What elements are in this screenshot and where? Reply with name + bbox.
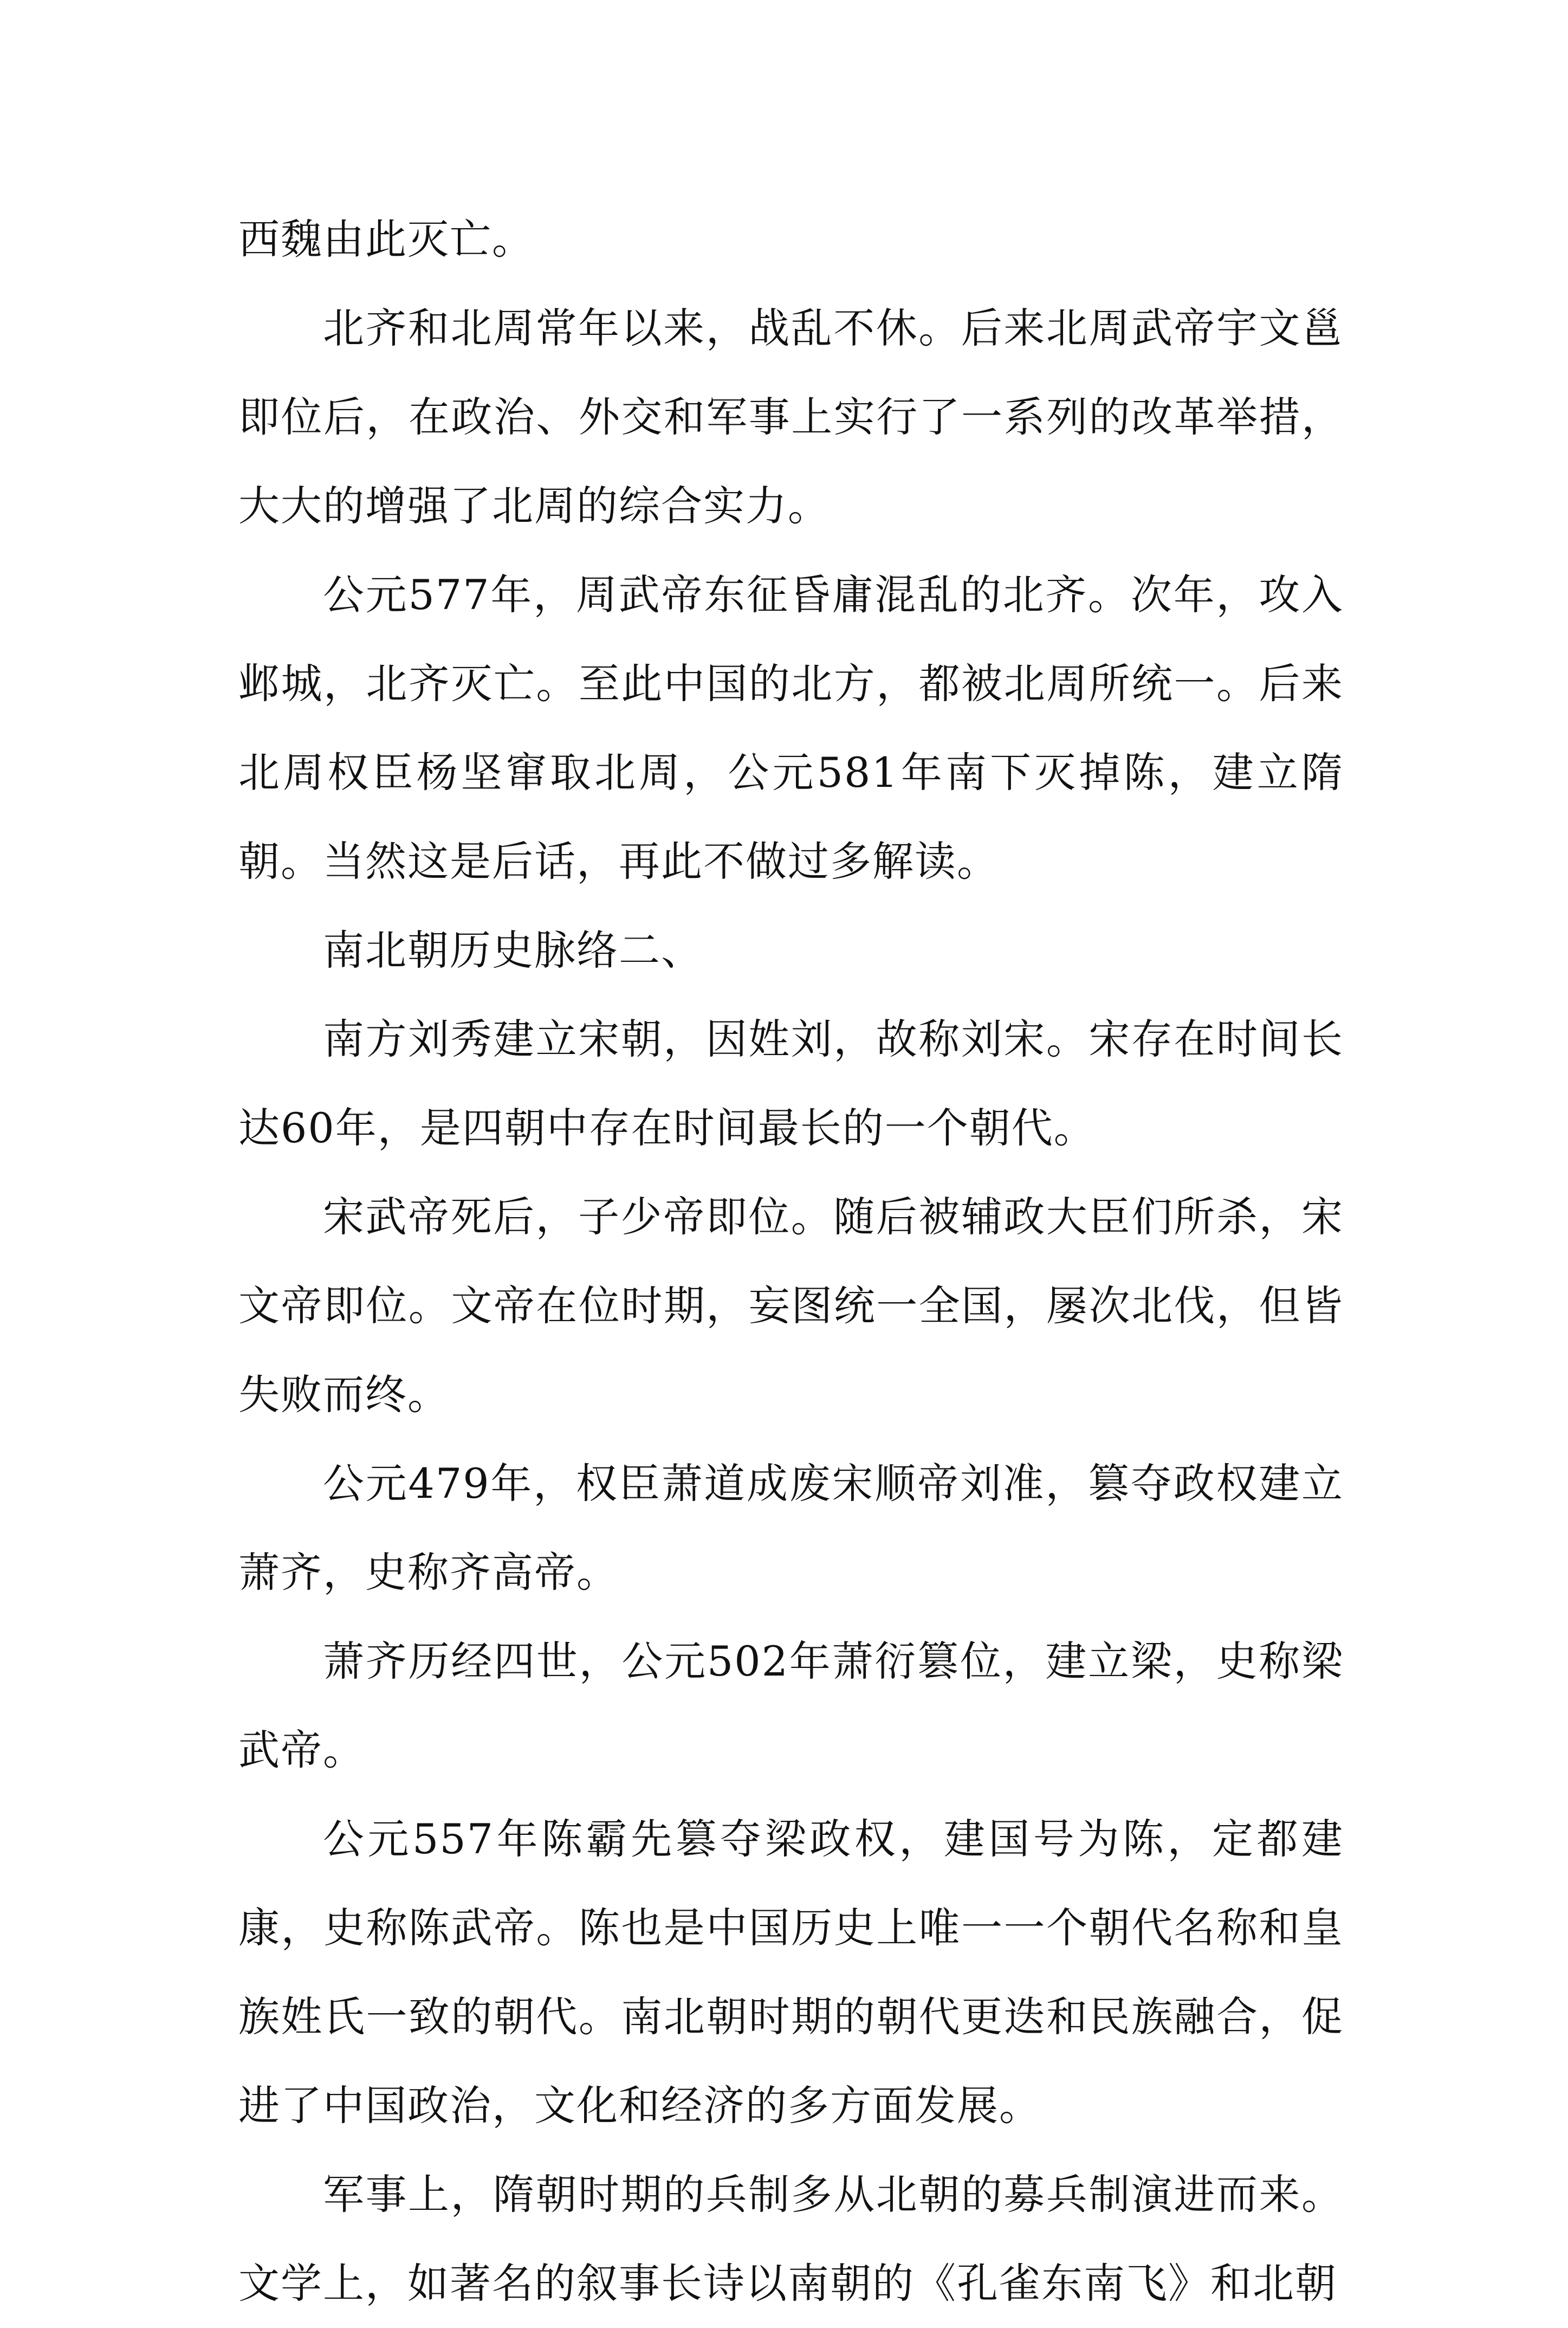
paragraph-10: 军事上，隋朝时期的兵制多从北朝的募兵制演进而来。文学上，如著名的叙事长诗以南朝的《孔雀东南飞》和北朝	[238, 2170, 1344, 2307]
paragraph-1: 西魏由此灭亡。	[238, 215, 534, 263]
paragraph-2: 北齐和北周常年以来，战乱不休。后来北周武帝宇文邕即位后，在政治、外交和军事上实行了一系列的改革举措，大大的增强了北周的综合实力。	[238, 304, 1344, 530]
paragraph-6: 宋武帝死后，子少帝即位。随后被辅政大臣们所杀，宋文帝即位。文帝在位时期，妄图统一全国，屡次北伐，但皆失败而终。	[238, 1193, 1344, 1419]
paragraph-5: 南方刘秀建立宋朝，因姓刘，故称刘宋。宋存在时间长达60年，是四朝中存在时间最长的一个朝代。	[238, 1015, 1344, 1152]
paragraph-7: 公元479年，权臣萧道成废宋顺帝刘准，篡夺政权建立萧齐，史称齐高帝。	[238, 1459, 1344, 1596]
paragraph-8: 萧齐历经四世，公元502年萧衍篡位，建立梁，史称梁武帝。	[238, 1637, 1344, 1774]
section-heading: 南北朝历史脉络二、	[323, 926, 703, 974]
paragraph-9: 公元557年陈霸先篡夺梁政权，建国号为陈，定都建康，史称陈武帝。陈也是中国历史上唯一一个朝代名称和皇族姓氏一致的朝代。南北朝时期的朝代更迭和民族融合，促进了中国政治，文化和经济的多方面发展。	[238, 1815, 1344, 2130]
paragraph-3: 公元577年，周武帝东征昏庸混乱的北齐。次年，攻入邺城，北齐灭亡。至此中国的北方，都被北周所统一。后来北周权臣杨坚窜取北周，公元581年南下灭掉陈，建立隋朝。当然这是后话，再此不做过多解读。	[238, 571, 1344, 885]
document-body	[238, 195, 1344, 2328]
